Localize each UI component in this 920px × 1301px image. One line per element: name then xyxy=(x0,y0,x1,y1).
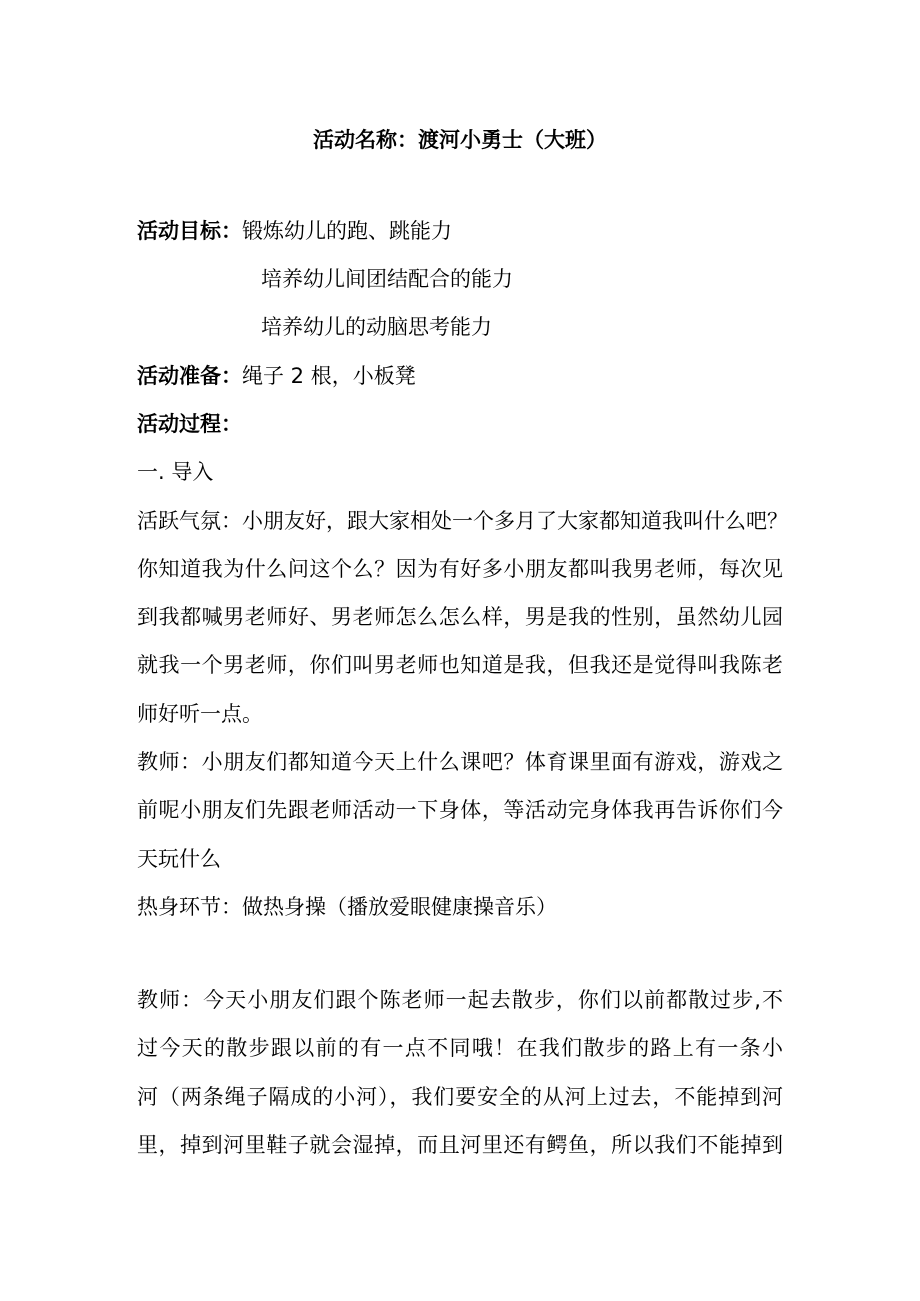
preparation-line xyxy=(137,363,416,389)
process-label: 活动过程： xyxy=(137,412,242,436)
goal-item-3: 培养幼儿的动脑思考能力 xyxy=(261,315,492,339)
paragraph3-line-4: 里，掉到河里鞋子就会湿掉，而且河里还有鳄鱼，所以我们不能掉到 xyxy=(137,1133,783,1157)
paragraph1-line-1: 活跃气氛：小朋友好，跟大家相处一个多月了大家都知道我叫什么吧？ xyxy=(137,509,788,533)
preparation-label: 活动准备： xyxy=(137,364,242,388)
paragraph1-line-5: 师好听一点。 xyxy=(137,702,263,726)
paragraph3-line-2: 过今天的散步跟以前的有一点不同哦！在我们散步的路上有一条小 xyxy=(137,1036,783,1060)
goal-item-2: 培养幼儿间团结配合的能力 xyxy=(261,267,513,291)
preparation-text: 绳子 2 根，小板凳 xyxy=(242,364,416,388)
paragraph2-line-3: 天玩什么 xyxy=(137,847,221,871)
paragraph1-line-3: 到我都喊男老师好、男老师怎么怎么样，男是我的性别，虽然幼儿园 xyxy=(137,605,783,629)
document-title: 活动名称：渡河小勇士（大班） xyxy=(313,128,607,152)
paragraph2-line-2: 前呢小朋友们先跟老师活动一下身体，等活动完身体我再告诉你们今 xyxy=(137,798,783,822)
goal-item-1: 锻炼幼儿的跑、跳能力 xyxy=(242,219,452,243)
paragraph1-line-4: 就我一个男老师，你们叫男老师也知道是我，但我还是觉得叫我陈老 xyxy=(137,653,783,677)
paragraph3-line-1: 教师：今天小朋友们跟个陈老师一起去散步，你们以前都散过步,不 xyxy=(137,988,783,1012)
paragraph1-line-2: 你知道我为什么问这个么？因为有好多小朋友都叫我男老师，每次见 xyxy=(137,557,783,581)
paragraph2-line-1: 教师：小朋友们都知道今天上什么课吧？体育课里面有游戏，游戏之 xyxy=(137,750,783,774)
paragraph3-line-3: 河（两条绳子隔成的小河），我们要安全的从河上过去，不能掉到河 xyxy=(137,1085,783,1109)
goals-label: 活动目标： xyxy=(137,219,242,243)
goals-line-1 xyxy=(137,218,452,244)
warmup-line: 热身环节：做热身操（播放爱眼健康操音乐） xyxy=(137,895,557,919)
section-heading-intro: 一. 导入 xyxy=(137,460,214,484)
